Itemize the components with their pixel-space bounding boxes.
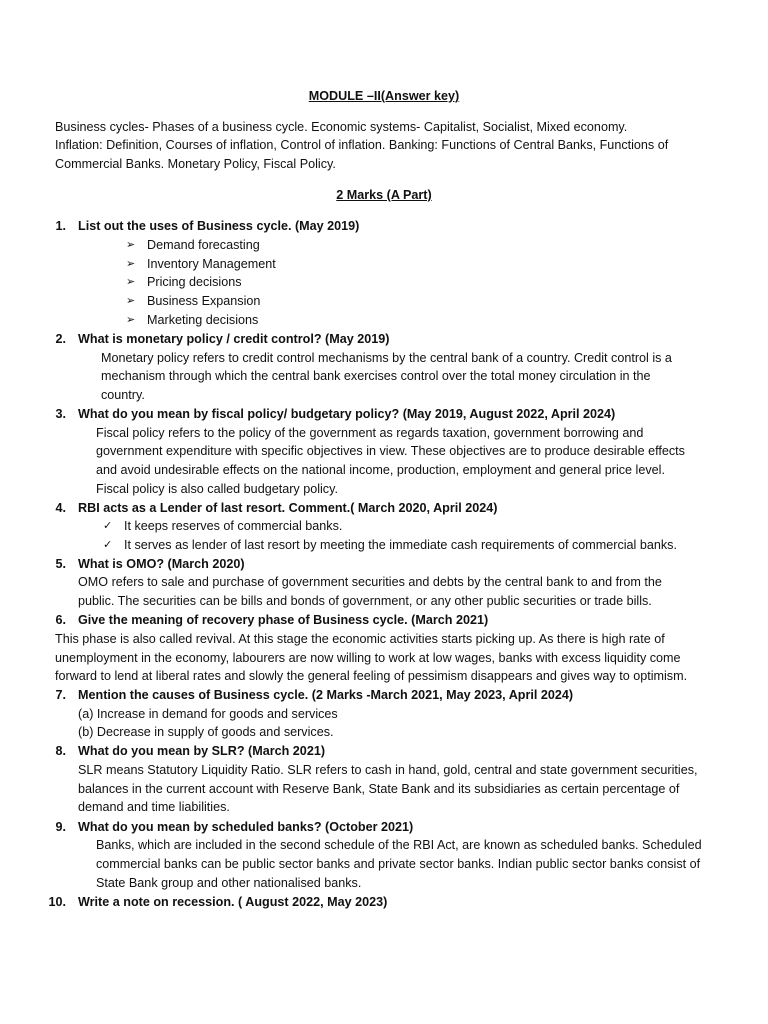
list-item: Inventory Management xyxy=(147,257,276,271)
question-number: 1. xyxy=(55,219,66,233)
list-item: It keeps reserves of commercial banks. xyxy=(124,519,343,533)
list-item: Demand forecasting xyxy=(147,238,260,252)
answer-line: OMO refers to sale and purchase of government securities and debts by the central bank to and from the xyxy=(78,575,662,589)
answer-line: and avoid undesirable effects on the national income, production, employment and general price level. xyxy=(96,463,665,477)
answer-line: commercial banks can be public sector banks and private sector banks. Indian public sector banks consist of xyxy=(96,857,701,871)
question-number: 7. xyxy=(55,688,66,702)
question-text: Write a note on recession. ( August 2022, May 2023) xyxy=(78,895,388,909)
list-item: Marketing decisions xyxy=(147,313,259,327)
question-number: 6. xyxy=(55,613,66,627)
answer-line: public. The securities can be bills and bonds of government, or any other public securities or trade bills. xyxy=(78,594,652,608)
answer-line: SLR means Statutory Liquidity Ratio. SLR refers to cash in hand, gold, central and state government securities, xyxy=(78,763,698,777)
check-bullet-icon: ✓ xyxy=(103,519,113,532)
question-text: What do you mean by fiscal policy/ budgetary policy? (May 2019, August 2022, April 2024) xyxy=(78,407,616,421)
answer-line: Fiscal policy is also called budgetary policy. xyxy=(96,482,338,496)
list-item: Pricing decisions xyxy=(147,275,242,289)
question-text: What do you mean by SLR? (March 2021) xyxy=(78,744,326,758)
answer-line: mechanism through which the central bank exercises control over the total money circulation in the xyxy=(101,369,651,383)
answer-line: balances in the current account with Reserve Bank, State Bank and its subsidiaries as certain percentage of xyxy=(78,782,680,796)
answer-line: unemployment in the economy, labourers are now willing to work at low wages, banks with excess liquidity come xyxy=(55,651,681,665)
question-text: Mention the causes of Business cycle. (2 Marks -March 2021, May 2023, April 2024) xyxy=(78,688,574,702)
check-bullet-icon: ✓ xyxy=(103,538,113,551)
question-number: 9. xyxy=(55,820,66,834)
question-number: 10. xyxy=(48,895,66,909)
answer-line: Banks, which are included in the second schedule of the RBI Act, are known as scheduled banks. Scheduled xyxy=(96,838,702,852)
intro-line-1: Business cycles- Phases of a business cycle. Economic systems- Capitalist, Socialist, Mixed economy. xyxy=(55,120,628,134)
answer-line: Fiscal policy refers to the policy of the government as regards taxation, government borrowing and xyxy=(96,426,644,440)
page-title: MODULE –II(Answer key) xyxy=(308,89,460,103)
answer-line: Monetary policy refers to credit control mechanisms by the central bank of a country. Credit control is a xyxy=(101,351,672,365)
question-number: 5. xyxy=(55,557,66,571)
answer-line: country. xyxy=(101,388,145,402)
question-text: List out the uses of Business cycle. (May 2019) xyxy=(78,219,360,233)
answer-line: State Bank group and other nationalised banks. xyxy=(96,876,362,890)
intro-line-3: Commercial Banks. Monetary Policy, Fiscal Policy. xyxy=(55,157,336,171)
answer-line: (a) Increase in demand for goods and services xyxy=(78,707,338,721)
arrow-bullet-icon: ➢ xyxy=(126,257,136,270)
answer-line: (b) Decrease in supply of goods and services. xyxy=(78,725,334,739)
arrow-bullet-icon: ➢ xyxy=(126,238,136,251)
question-number: 4. xyxy=(55,501,66,515)
question-text: Give the meaning of recovery phase of Business cycle. (March 2021) xyxy=(78,613,489,627)
question-text: What is monetary policy / credit control? (May 2019) xyxy=(78,332,390,346)
question-text: What is OMO? (March 2020) xyxy=(78,557,245,571)
question-number: 3. xyxy=(55,407,66,421)
answer-line: This phase is also called revival. At this stage the economic activities starts picking up. As there is high rate of xyxy=(55,632,665,646)
intro-line-2: Inflation: Definition, Courses of inflation, Control of inflation. Banking: Functions of Central Banks, Functions of xyxy=(55,138,669,152)
section-heading: 2 Marks (A Part) xyxy=(336,188,432,202)
question-number: 2. xyxy=(55,332,66,346)
list-item: It serves as lender of last resort by meeting the immediate cash requirements of commercial banks. xyxy=(124,538,677,552)
arrow-bullet-icon: ➢ xyxy=(126,313,136,326)
arrow-bullet-icon: ➢ xyxy=(126,294,136,307)
question-text: What do you mean by scheduled banks? (October 2021) xyxy=(78,820,414,834)
answer-line: forward to lend at liberal rates and slowly the general feeling of pessimism disappears and gives way to optimism. xyxy=(55,669,688,683)
question-number: 8. xyxy=(55,744,66,758)
arrow-bullet-icon: ➢ xyxy=(126,275,136,288)
answer-line: demand and time liabilities. xyxy=(78,800,230,814)
list-item: Business Expansion xyxy=(147,294,261,308)
answer-line: government expenditure with specific objectives in view. These objectives are to produce desirable effects xyxy=(96,444,685,458)
question-text: RBI acts as a Lender of last resort. Comment.( March 2020, April 2024) xyxy=(78,501,498,515)
